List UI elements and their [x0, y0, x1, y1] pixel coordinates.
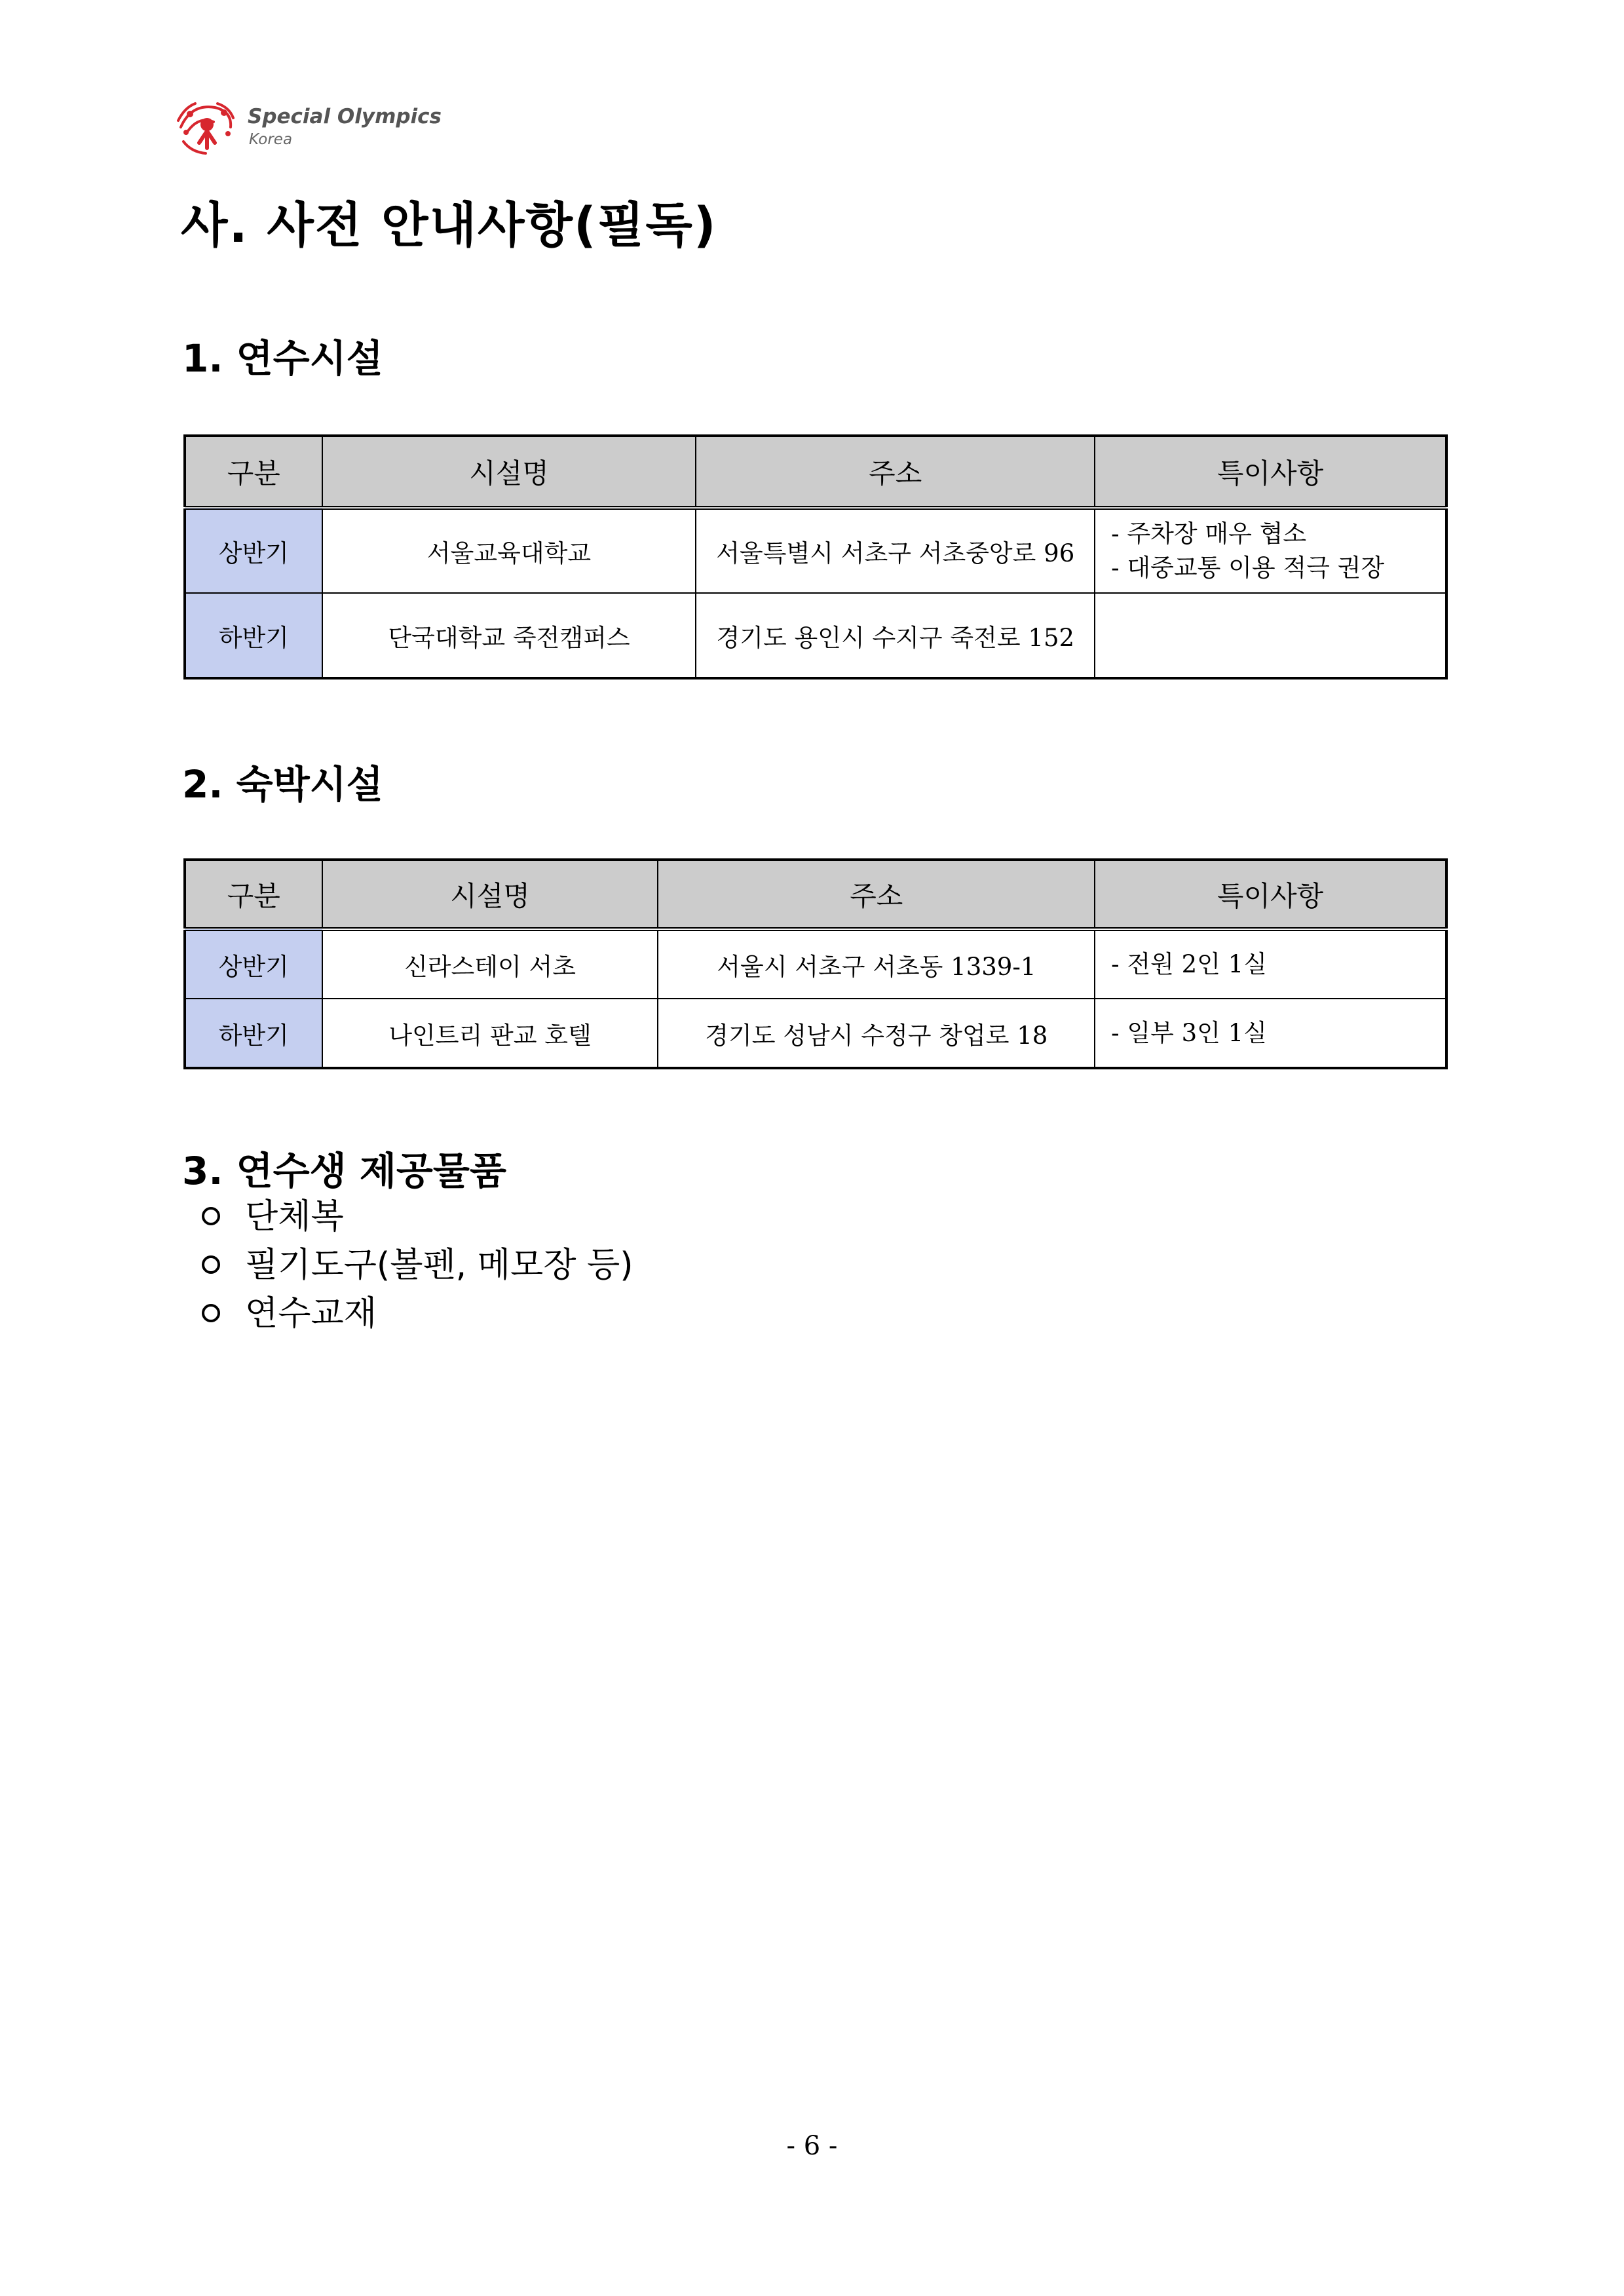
- list-item-text: 연수교재: [245, 1294, 377, 1333]
- special-olympics-emblem-icon: [172, 93, 240, 161]
- circle-bullet-icon: [202, 1255, 220, 1274]
- provided-items-list: [202, 1193, 633, 1338]
- table-row: [185, 593, 1446, 678]
- circle-bullet-icon: [202, 1304, 220, 1322]
- notes-cell: [1095, 593, 1446, 678]
- header-address: 주소: [696, 436, 1095, 508]
- address-cell: 서울특별시 서초구 서초중앙로 96: [696, 508, 1095, 593]
- table-row: [185, 929, 1446, 999]
- table-header-row: [185, 436, 1446, 508]
- table-row: [185, 999, 1446, 1068]
- page-number: - 6 -: [786, 2131, 838, 2161]
- note-line: - 주차장 매우 협소: [1111, 520, 1307, 548]
- term-cell: 상반기: [185, 508, 322, 593]
- list-item-text: 필기도구(볼펜, 메모장 등): [245, 1246, 633, 1285]
- address-cell: 경기도 용인시 수지구 죽전로 152: [696, 593, 1095, 678]
- section-title-lodging-facility: 2. 숙박시설: [182, 762, 383, 807]
- header-address: 주소: [658, 860, 1095, 929]
- term-cell: 하반기: [185, 593, 322, 678]
- training-facility-table: [183, 434, 1448, 679]
- list-item: [202, 1241, 633, 1290]
- section-title-training-facility: 1. 연수시설: [182, 336, 383, 381]
- lodging-facility-table: [183, 858, 1448, 1069]
- facility-name-cell: 신라스테이 서초: [322, 929, 658, 999]
- table-header-row: [185, 860, 1446, 929]
- notes-cell: - 전원 2인 1실: [1095, 929, 1446, 999]
- facility-name-cell: 서울교육대학교: [322, 508, 696, 593]
- notes-cell: [1095, 508, 1446, 593]
- term-cell: 상반기: [185, 929, 322, 999]
- header-category: 구분: [185, 436, 322, 508]
- header-facility-name: 시설명: [322, 860, 658, 929]
- special-olympics-logo: [172, 93, 453, 165]
- page-title: 사. 사전 안내사항(필독): [181, 197, 717, 254]
- note-line: - 대중교통 이용 적극 권장: [1111, 554, 1385, 582]
- table-row: [185, 508, 1446, 593]
- notes-cell: - 일부 3인 1실: [1095, 999, 1446, 1068]
- circle-bullet-icon: [202, 1207, 220, 1225]
- address-cell: 서울시 서초구 서초동 1339-1: [658, 929, 1095, 999]
- header-notes: 특이사항: [1095, 860, 1446, 929]
- facility-name-cell: 나인트리 판교 호텔: [322, 999, 658, 1068]
- section-title-provided-items: 3. 연수생 제공물품: [182, 1149, 506, 1193]
- address-cell: 경기도 성남시 수정구 창업로 18: [658, 999, 1095, 1068]
- list-item-text: 단체복: [245, 1197, 344, 1236]
- logo-name: Special Olympics: [248, 105, 442, 128]
- header-facility-name: 시설명: [322, 436, 696, 508]
- header-category: 구분: [185, 860, 322, 929]
- term-cell: 하반기: [185, 999, 322, 1068]
- logo-subtitle: Korea: [249, 131, 293, 148]
- list-item: [202, 1193, 633, 1241]
- facility-name-cell: 단국대학교 죽전캠퍼스: [322, 593, 696, 678]
- list-item: [202, 1290, 633, 1338]
- header-notes: 특이사항: [1095, 436, 1446, 508]
